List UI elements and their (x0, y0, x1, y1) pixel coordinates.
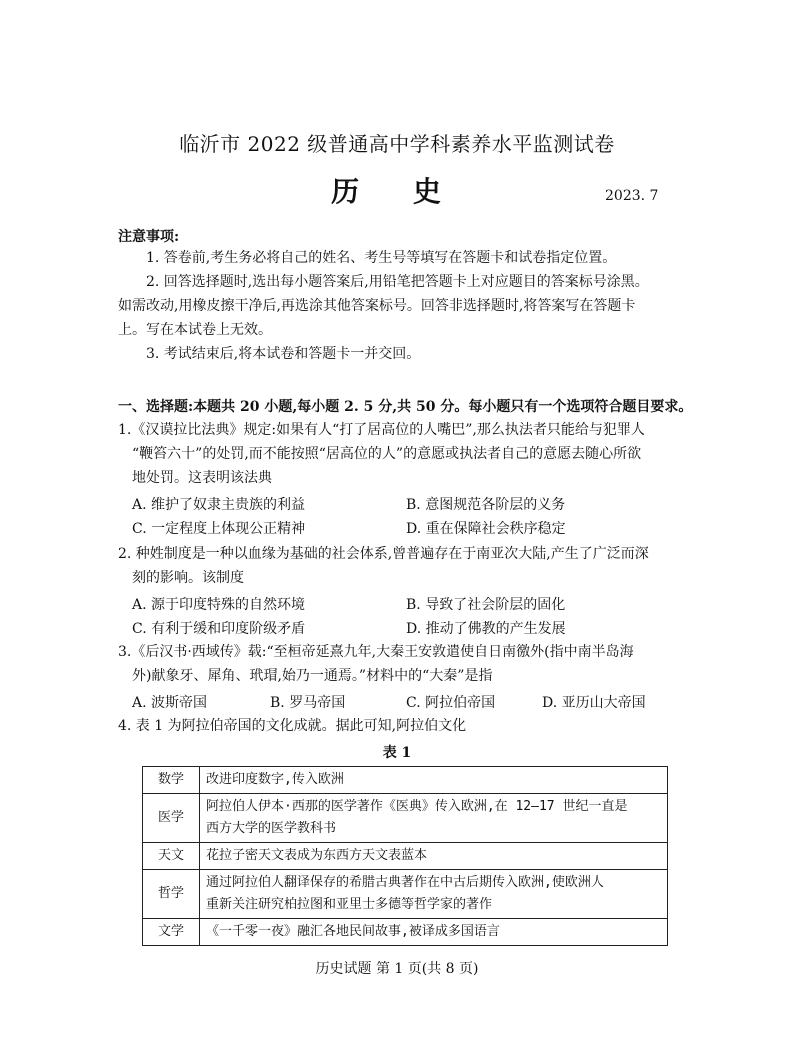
table-caption: 表 1 (382, 745, 412, 761)
exam-title: 临沂市 2022 级普通高中学科素养水平监测试卷 (179, 132, 615, 156)
q2-option-a[interactable]: A. 源于印度特殊的自然环境 (132, 597, 306, 613)
table-field: 医学 (143, 794, 200, 843)
q3-option-c[interactable]: C. 阿拉伯帝国 (406, 695, 496, 711)
q1-option-a[interactable]: A. 维护了奴隶主贵族的利益 (132, 497, 306, 513)
q1-option-c[interactable]: C. 一定程度上体现公正精神 (132, 521, 306, 537)
q1-stem-line-3: 地处罚。这表明该法典 (132, 470, 272, 486)
q4-stem-line-1: 4. 表 1 为阿拉伯帝国的文化成就。据此可知,阿拉伯文化 (118, 718, 467, 734)
notice-line-2: 2. 回答选择题时,选出每小题答案后,用铅笔把答题卡上对应题目的答案标号涂黑。 (146, 274, 649, 290)
notice-line-1: 1. 答卷前,考生务必将自己的姓名、考生号等填写在答题卡和试卷指定位置。 (146, 250, 617, 266)
q2-stem-line-1: 2. 种姓制度是一种以血缘为基础的社会体系,曾普遍存在于南亚次大陆,产生了广泛而深 (118, 546, 649, 562)
q1-stem-line-1: 1.《汉谟拉比法典》规定:如果有人“打了居高位的人嘴巴”,那么执法者只能给与犯罪人 (118, 422, 645, 438)
table-content: 通过阿拉伯人翻译保存的希腊古典著作在中古后期传入欧洲,使欧洲人 重新关注研究柏拉图和亚里士多德等哲学家的著作 (200, 870, 668, 919)
q1-option-b[interactable]: B. 意图规范各阶层的义务 (406, 497, 566, 513)
table-row (143, 919, 668, 946)
table-field: 数学 (143, 767, 200, 794)
table-content: 改进印度数字,传入欧洲 (200, 767, 668, 794)
q2-option-c[interactable]: C. 有利于缓和印度阶级矛盾 (132, 621, 306, 637)
table-content: 花拉子密天文表成为东西方天文表蓝本 (200, 843, 668, 870)
q2-stem-line-2: 刻的影响。该制度 (132, 570, 244, 586)
notice-line-3: 如需改动,用橡皮擦干净后,再选涂其他答案标号。回答非选择题时,将答案写在答题卡 (118, 298, 636, 314)
q2-option-d[interactable]: D. 推动了佛教的产生发展 (406, 621, 566, 637)
q3-option-d[interactable]: D. 亚历山大帝国 (542, 695, 646, 711)
notice-line-4: 上。写在本试卷上无效。 (118, 322, 272, 338)
q2-option-b[interactable]: B. 导致了社会阶层的固化 (406, 597, 566, 613)
table-content: 阿拉伯人伊本·西那的医学著作《医典》传入欧洲,在 12—17 世纪一直是 西方大学的医学教科书 (200, 794, 668, 843)
table-content: 《一千零一夜》融汇各地民间故事,被译成多国语言 (200, 919, 668, 946)
exam-date: 2023. 7 (605, 188, 659, 204)
q3-stem-line-1: 3.《后汉书·西域传》载:“至桓帝延熹九年,大秦王安敦遣使自日南徼外(指中南半岛海 (118, 644, 634, 660)
section-heading: 一、选择题:本题共 20 小题,每小题 2. 5 分,共 50 分。每小题只有一个选项符合题目要求。 (118, 399, 693, 415)
notice-line-5: 3. 考试结束后,将本试卷和答题卡一并交回。 (146, 346, 421, 362)
subject-title: 历 史 (331, 175, 463, 208)
page-footer: 历史试题 第 1 页(共 8 页) (315, 961, 479, 977)
notice-heading: 注意事项: (118, 229, 180, 245)
table-row (143, 870, 668, 919)
q3-option-a[interactable]: A. 波斯帝国 (132, 695, 208, 711)
table-row (143, 794, 668, 843)
q3-stem-line-2: 外)献象牙、犀角、玳瑁,始乃一通焉。”材料中的“大秦”是指 (132, 668, 493, 684)
table-field: 哲学 (143, 870, 200, 919)
table-row (143, 843, 668, 870)
table-field: 天文 (143, 843, 200, 870)
culture-table (142, 766, 668, 946)
q1-stem-line-2: “鞭笞六十”的处罚,而不能按照“居高位的人”的意愿或执法者自己的意愿去随心所欲 (132, 446, 642, 462)
table-row (143, 767, 668, 794)
q1-option-d[interactable]: D. 重在保障社会秩序稳定 (406, 521, 566, 537)
table-field: 文学 (143, 919, 200, 946)
q3-option-b[interactable]: B. 罗马帝国 (270, 695, 346, 711)
